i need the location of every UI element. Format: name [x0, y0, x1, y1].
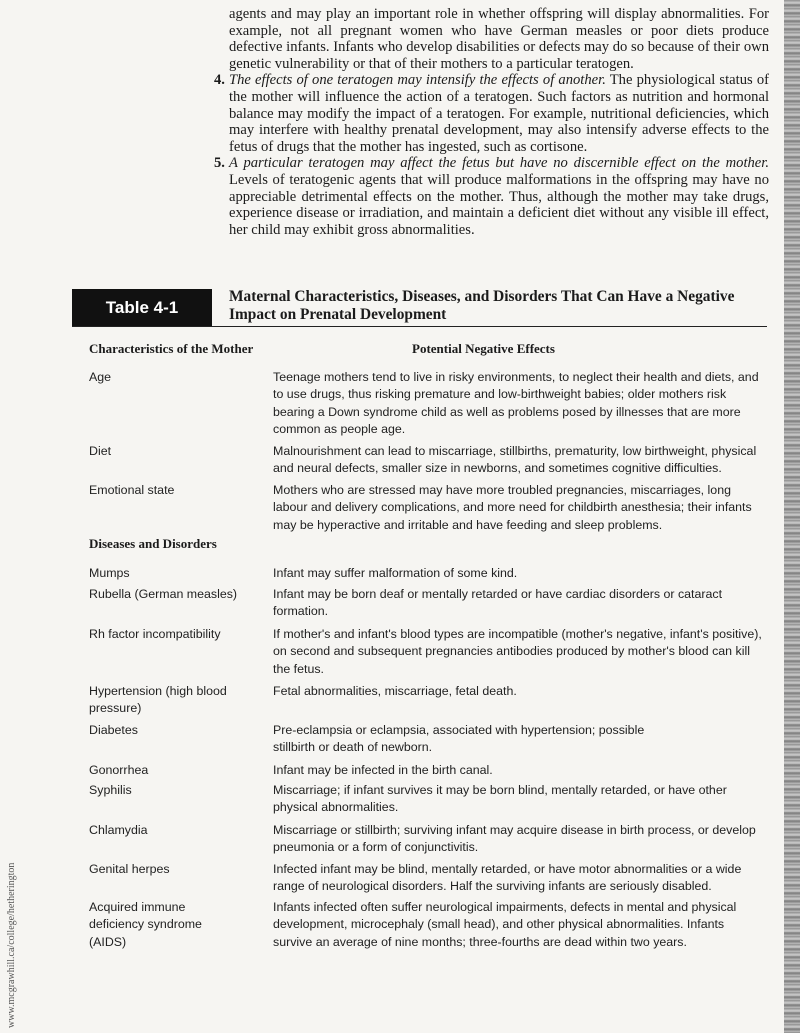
table-row-effect: Infected infant may be blind, mentally retarded, or have motor abnormalities or a wide range of neurological disorders. Half the surviving infants are seriously disabled. — [273, 862, 742, 894]
table-row-effect: Teenage mothers tend to live in risky environments, to neglect their health and diets, and to use drugs, thus risking premature and low-birthweight babies; older mothers risk bearing a Down syndrome child as well as problems posed by illnesses that are more common as people age. — [273, 370, 759, 437]
intro-paragraph: agents and may play an important role in whether offspring will display abnormalities. For example, not all pregnant women who have German measles or poor diets produce defective infants. Infants who develop disabilities or defects may do so because of their own genetic vulnerability or that of their mothers to a particular teratogen. — [229, 6, 769, 72]
list-item-number: 5. — [214, 155, 225, 172]
table-row-label: Rubella (German measles) — [89, 587, 238, 601]
table-row-effect: Miscarriage; if infant survives it may be born blind, mentally retarded, or have other physical abnormalities. — [273, 783, 727, 815]
list-item-heading: The effects of one teratogen may intensify the effects of another. — [229, 72, 606, 89]
list-item-5 — [214, 155, 769, 238]
column-header-effects: Potential Negative Effects — [412, 341, 555, 356]
table-row-label: Chlamydia — [89, 823, 148, 837]
table-row-effect: Infants infected often suffer neurological impairments, defects in mental and physical development, microcephaly (small head), and other physical abnormalities. Infants survive an average of nine months; three-fourths are dead within two years. — [273, 900, 737, 949]
table-title: Maternal Characteristics, Diseases, and Disorders That Can Have a Negative Impact on Prenatal Development — [229, 288, 735, 323]
table-row-label: Age — [89, 370, 112, 384]
table-row-effect: Fetal abnormalities, miscarriage, fetal death. — [273, 684, 517, 698]
table-row-effect: Infant may be born deaf or mentally retarded or have cardiac disorders or cataract formation. — [273, 587, 723, 619]
table-row-label: Diabetes — [89, 723, 138, 737]
table-row-effect: Infant may be infected in the birth canal. — [273, 763, 493, 777]
table-rule — [72, 326, 767, 327]
list-item-text: The physiological status of the mother will influence the action of a teratogen. Such factors as nutrition and hormonal balance may modify the impact of a teratogen. For example, nutritional deficiencies, which may interfere with healthy prenatal development, may also intensify adverse effects to the fetus of drugs that the mother has ingested, such as cortisone. — [229, 72, 769, 155]
table-row-label: Genital herpes — [89, 862, 170, 876]
table-label: Table 4-1 — [72, 289, 212, 326]
table-row-effect: Miscarriage or stillbirth; surviving infant may acquire disease in birth process, or develop pneumonia or a form of conjunctivitis. — [273, 823, 756, 855]
table-row-effect: If mother's and infant's blood types are incompatible (mother's negative, infant's positive), on second and subsequent pregnancies antibodies produced by mother's blood can kill the fetus. — [273, 627, 762, 676]
body-text — [214, 6, 769, 238]
list-item-heading: A particular teratogen may affect the fetus but have no discernible effect on the mother. — [229, 155, 769, 172]
list-item-number: 4. — [214, 72, 225, 89]
table-row-effect: Malnourishment can lead to miscarriage, stillbirths, prematurity, low birthweight, physical and neural defects, smaller size in newborns, and sometimes cognitive difficulties. — [273, 444, 757, 476]
section-heading-diseases: Diseases and Disorders — [89, 536, 217, 551]
table-row-label: Mumps — [89, 566, 130, 580]
list-item-4 — [214, 72, 769, 155]
table-row-label: Gonorrhea — [89, 763, 149, 777]
column-header-characteristics: Characteristics of the Mother — [89, 341, 254, 356]
table-row-label: Rh factor incompatibility — [89, 627, 221, 641]
table-row-label: Diet — [89, 444, 112, 458]
table-row-label: Syphilis — [89, 783, 132, 797]
side-url: www.mcgrawhill.ca/college/hetherington — [6, 862, 17, 1028]
table-row-effect: Mothers who are stressed may have more troubled pregnancies, miscarriages, long labour and delivery complications, and more need for childbirth anesthesia; their infants may be hyperactive and irritable and have feeding and sleep problems. — [273, 483, 752, 532]
table-row-label: Hypertension (high blood pressure) — [89, 684, 227, 716]
table-row-label: Emotional state — [89, 483, 175, 497]
list-item-text: Levels of teratogenic agents that will produce malformations in the offspring may have no appreciable detrimental effects on the mother. Thus, although the mother may take drugs, experience disease or irradiation, and maintain a deficient diet without any visible ill effect, her child may exhibit gross abnormalities. — [229, 171, 769, 238]
page-binding-edge — [784, 0, 800, 1033]
table-row-effect: Infant may suffer malformation of some kind. — [273, 566, 518, 580]
table-row-effect: Pre-eclampsia or eclampsia, associated with hypertension; possible stillbirth or death of newborn. — [273, 723, 645, 755]
table-row-label: Acquired immune deficiency syndrome (AIDS) — [89, 900, 202, 949]
